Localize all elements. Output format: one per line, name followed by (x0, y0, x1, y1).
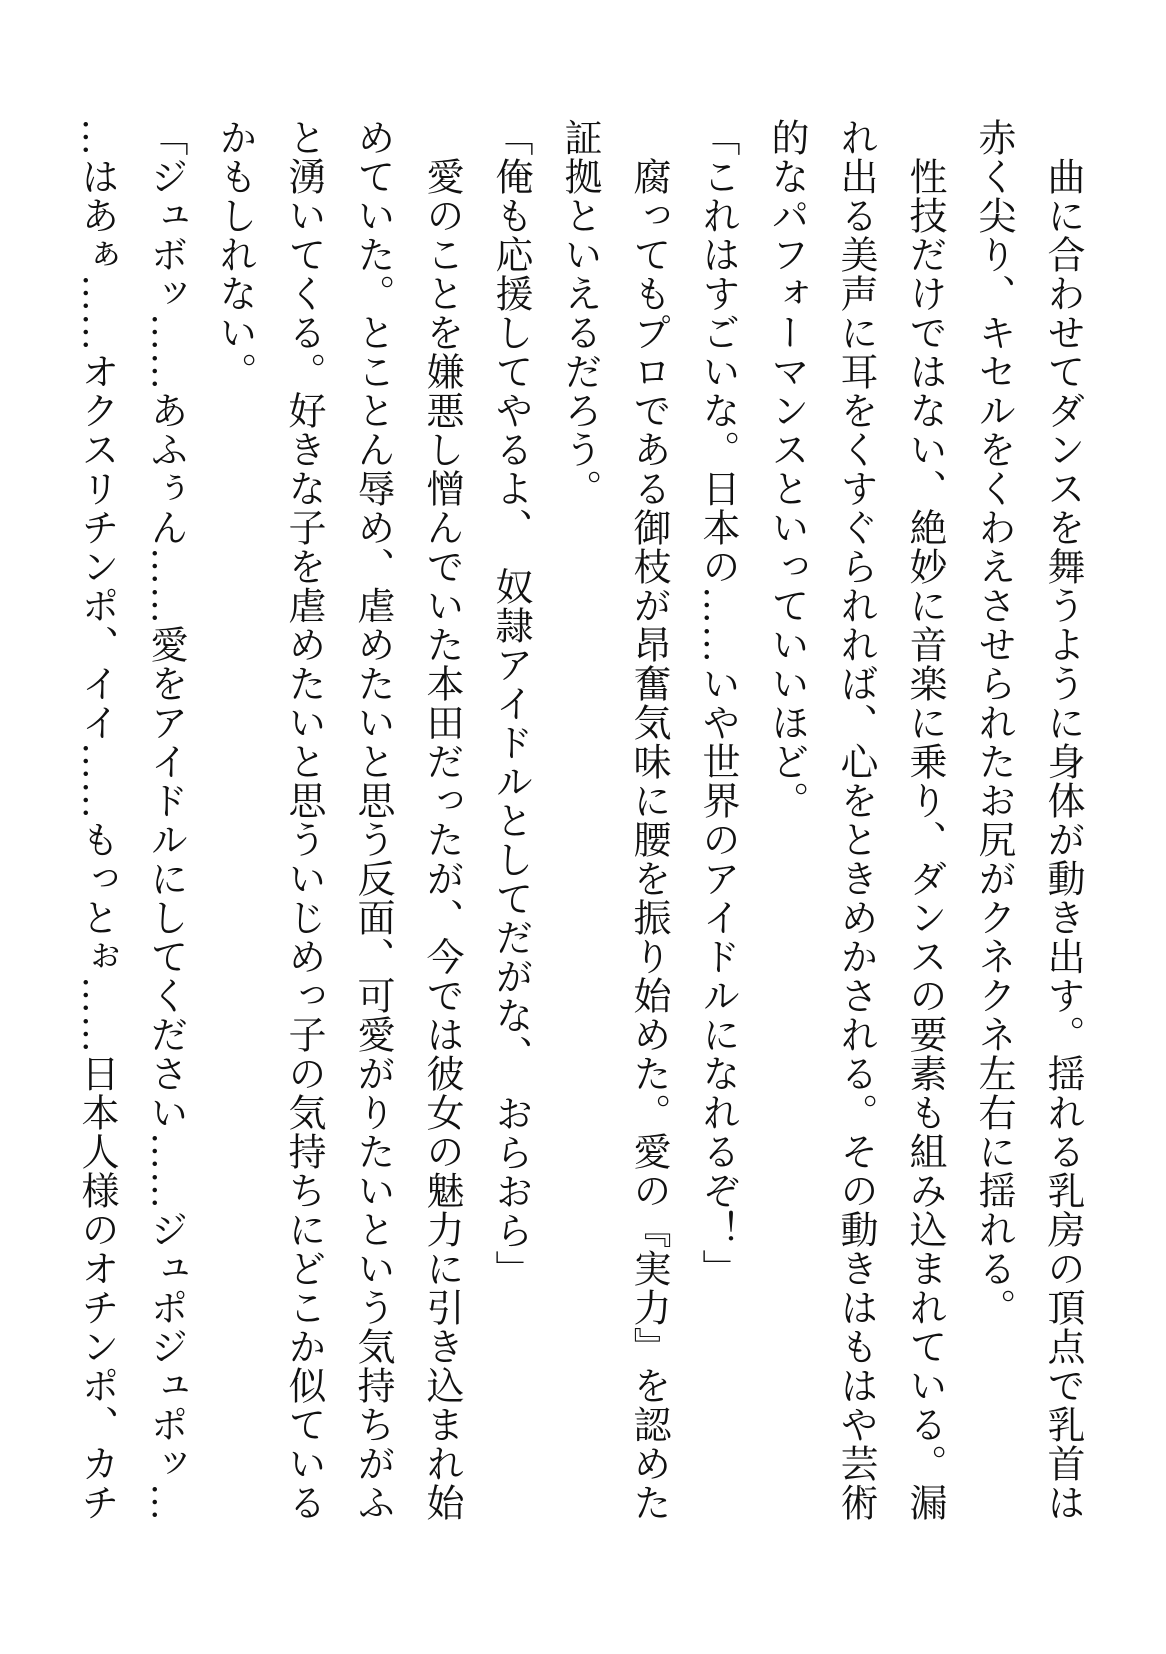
text-column: と湧いてくる。好きな子を虐めたいと思ういじめっ子の気持ちにどこか似ている (282, 118, 324, 1522)
text-column: 性技だけではない、絶妙に音楽に乗り、ダンスの要素も組み込まれている。漏 (903, 118, 945, 1522)
vertical-text-block (61, 118, 1096, 1568)
text-column: れ出る美声に耳をくすぐられれば、心をときめかされる。その動きはもはや芸術 (834, 118, 876, 1522)
text-column: めていた。とことん辱め、虐めたいと思う反面、可愛がりたいという気持ちがふ (351, 118, 393, 1522)
text-column: 「これはすごいな。日本の……いや世界のアイドルになれるぞ！」 (696, 118, 738, 1288)
text-column: 「俺も応援してやるよ、 奴隷アイドルとしてだがな、 おらおら」 (489, 118, 531, 1289)
text-column: …はあぁ……オクスリチンポ、イイ……もっとぉ……日本人様のオチンポ、カチ (75, 118, 117, 1522)
text-column: 腐ってもプロである御枝が昂奮気味に腰を振り始めた。愛の『実力』を認めた (627, 118, 669, 1522)
text-column: 的なパフォーマンスといっていいほど。 (765, 118, 807, 820)
text-column: 愛のことを嫌悪し憎んでいた本田だったが、今では彼女の魅力に引き込まれ始 (420, 118, 462, 1522)
text-column: 証拠といえるだろう。 (558, 118, 600, 508)
text-column: 赤く尖り、キセルをくわえさせられたお尻がクネクネ左右に揺れる。 (972, 118, 1014, 1327)
text-column: かもしれない。 (213, 118, 255, 391)
text-column: 曲に合わせてダンスを舞うように身体が動き出す。揺れる乳房の頂点で乳首は (1041, 118, 1083, 1522)
text-column: 「ジュボッ……あふぅん……愛をアイドルにしてください……ジュポジュポッ… (144, 118, 186, 1522)
